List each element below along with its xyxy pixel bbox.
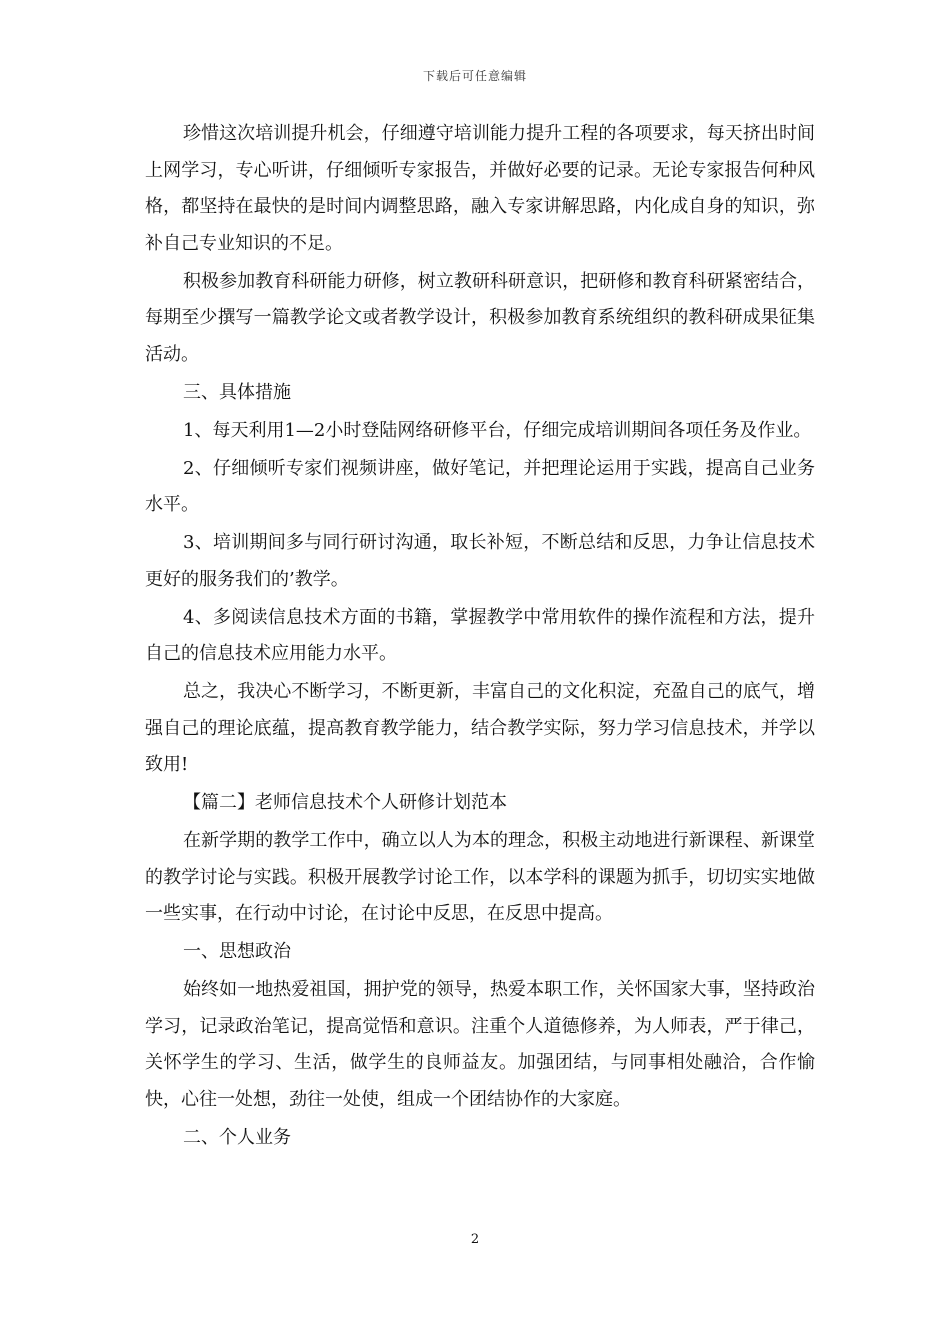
section-heading-politics: 一、思想政治 bbox=[183, 941, 291, 962]
list-item-measure-1: 1、每天利用1—2小时登陆网络研修平台，仔细完成培训期间各项任务及作业。 bbox=[183, 419, 812, 441]
page-header: 下载后可任意编辑 bbox=[422, 69, 527, 83]
article-title-part-two: 【篇二】老师信息技术个人研修计划范本 bbox=[183, 792, 507, 813]
paragraph-training-commitment: 珍惜这次培训提升机会，仔细遵守培训能力提升工程的各项要求，每天挤出时间上网学习，专心听讲，仔细倾听专家报告，并做好必要的记录。无论专家报告何种风格，都坚持在最快的是时间内调整思路，融入专家讲解思路，内化成自身的知识，弥补自己专业知识的不足。 bbox=[145, 123, 815, 254]
paragraph-politics: 始终如一地热爱祖国，拥护党的领导，热爱本职工作，关怀国家大事，坚持政治学习，记录政治笔记，提高觉悟和意识。注重个人道德修养，为人师表，严于律己，关怀学生的学习、生活，做学生的良师益友。加强团结，与同事相处融洽，合作愉快，心往一处想，劲往一处使，组成一个团结协作的大家庭。 bbox=[145, 979, 815, 1110]
paragraph-research: 积极参加教育科研能力研修，树立教研科研意识，把研修和教育科研紧密结合，每期至少撰写一篇教学论文或者教学设计，积极参加教育系统组织的教科研成果征集活动。 bbox=[145, 270, 815, 365]
section-heading-measures: 三、具体措施 bbox=[183, 381, 291, 403]
paragraph-conclusion: 总之，我决心不断学习，不断更新，丰富自己的文化积淀，充盈自己的底气，增强自己的理论底蕴，提高教育教学能力，结合教学实际，努力学习信息技术，并学以致用! bbox=[145, 681, 815, 775]
list-item-measure-4: 4、多阅读信息技术方面的书籍，掌握教学中常用软件的操作流程和方法，提升自己的信息技术应用能力水平。 bbox=[145, 606, 815, 664]
list-item-measure-2: 2、仔细倾听专家们视频讲座，做好笔记，并把理论运用于实践，提高自己业务水平。 bbox=[145, 457, 815, 515]
paragraph-intro-part-two: 在新学期的教学工作中，确立以人为本的理念，积极主动地进行新课程、新课堂的教学讨论与实践。积极开展教学讨论工作，以本学科的课题为抓手，切切实实地做一些实事，在行动中讨论，在讨论中反思，在反思中提高。 bbox=[145, 830, 815, 924]
page-number: 2 bbox=[470, 1232, 480, 1247]
list-item-measure-3: 3、培训期间多与同行研讨沟通，取长补短，不断总结和反思，力争让信息技术更好的服务我们的’教学。 bbox=[145, 532, 815, 590]
document-body bbox=[145, 116, 815, 1158]
section-heading-personal-work: 二、个人业务 bbox=[183, 1126, 291, 1148]
